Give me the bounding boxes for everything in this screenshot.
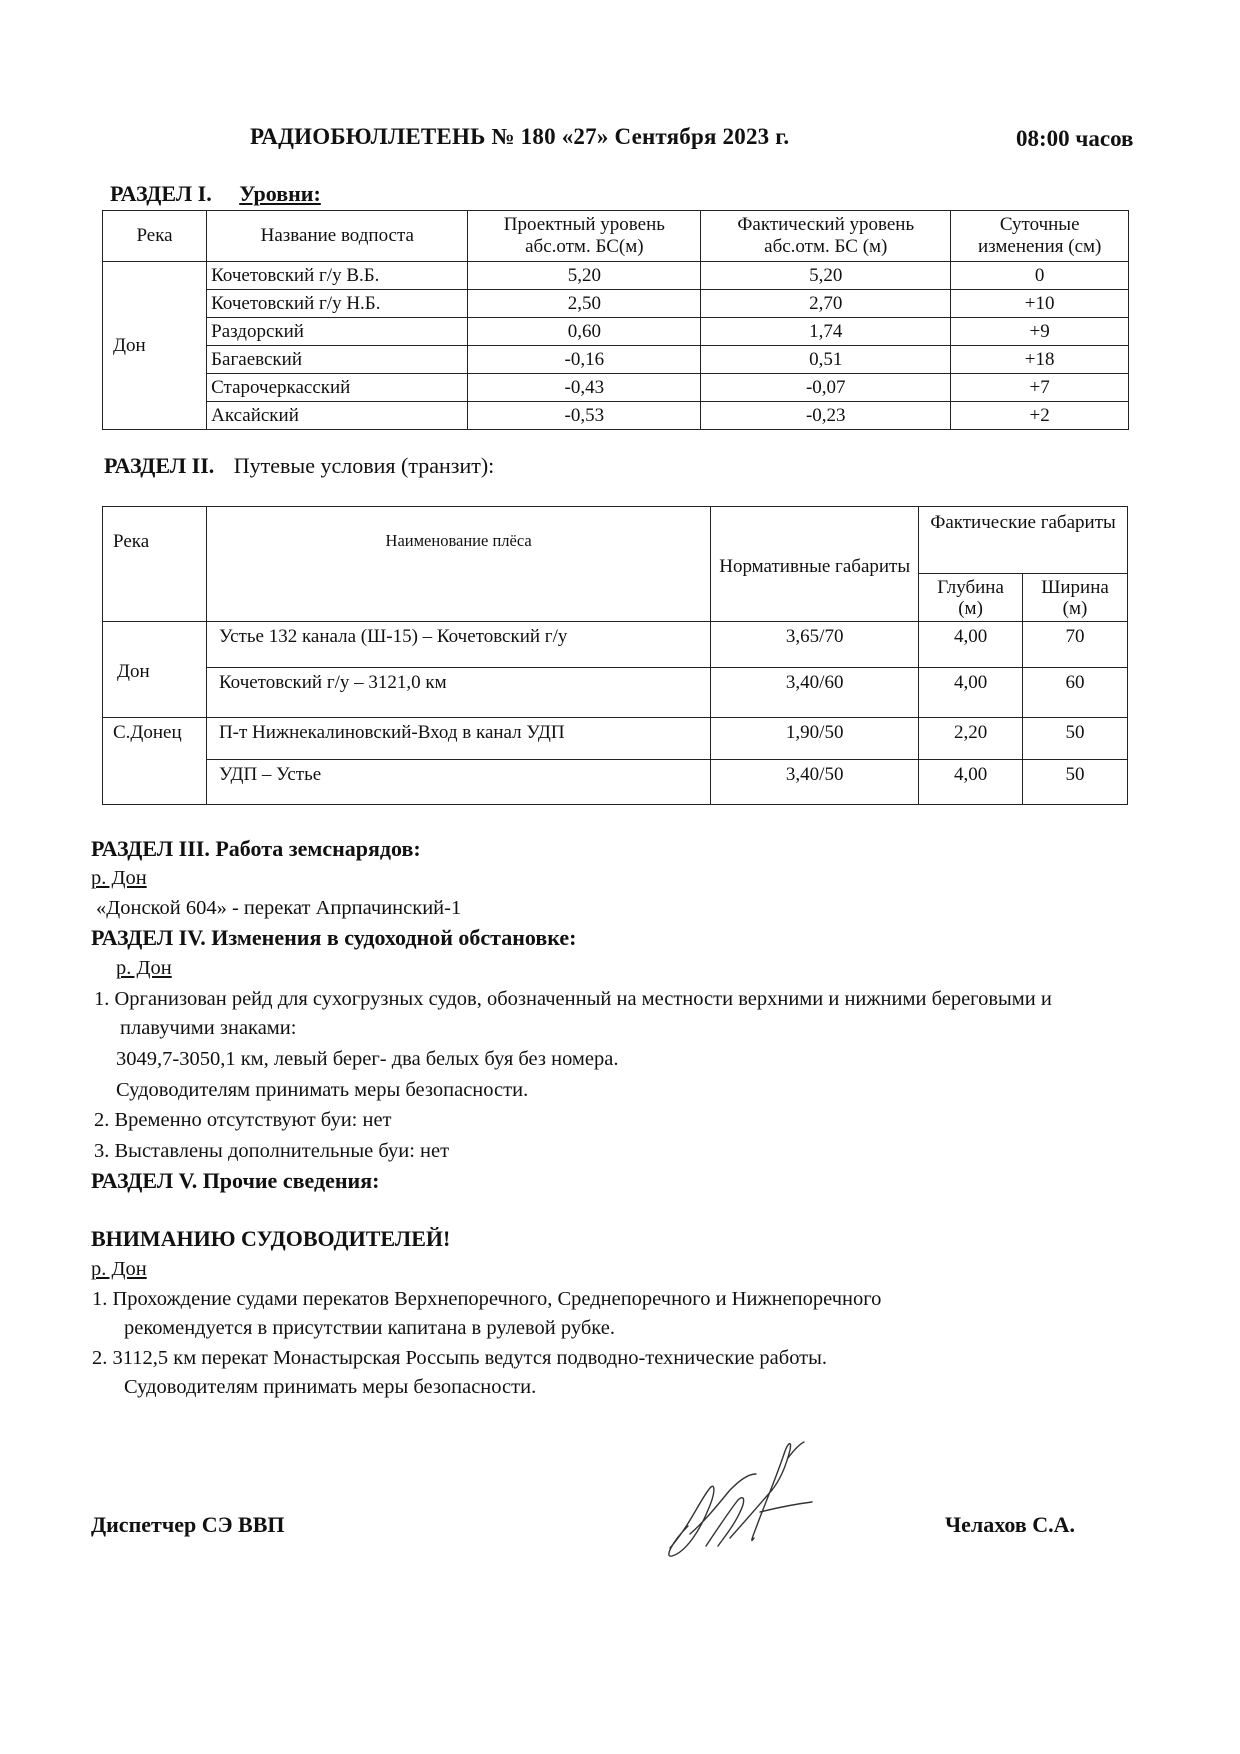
- reach-cell: Устье 132 канала (Ш-15) – Кочетовский г/у: [206, 622, 710, 668]
- section4-item1-line2: плавучими знаками:: [120, 1017, 297, 1039]
- river-cell: Дон: [103, 622, 207, 718]
- section1-label: РАЗДЕЛ I.: [110, 181, 212, 206]
- section1-title: Уровни:: [239, 181, 321, 206]
- attention-item1-line2: рекомендуется в присутствии капитана в рулевой рубке.: [124, 1317, 615, 1339]
- table-row: [103, 760, 1128, 805]
- table-row: [103, 402, 1129, 430]
- table-row: [103, 290, 1129, 318]
- change-cell: +7: [951, 374, 1129, 402]
- signature-icon: [660, 1430, 860, 1580]
- post-cell: Багаевский: [207, 346, 468, 374]
- col-river: Река: [103, 211, 207, 262]
- col-actual: Фактические габариты: [919, 507, 1128, 574]
- change-cell: +18: [951, 346, 1129, 374]
- attention-river: р. Дон: [91, 1258, 147, 1280]
- norm-cell: 3,65/70: [711, 622, 919, 668]
- dispatcher-position: Диспетчер СЭ ВВП: [91, 1512, 285, 1537]
- col-post: Название водпоста: [207, 211, 468, 262]
- col-actual-level: Фактический уровень абс.отм. БС (м): [701, 211, 951, 262]
- bulletin-time: 08:00 часов: [1016, 126, 1134, 151]
- table-row: [103, 318, 1129, 346]
- reach-cell: УДП – Устье: [206, 760, 710, 805]
- section4-item1-line3: 3049,7-3050,1 км, левый берег- два белых буя без номера.: [116, 1048, 619, 1070]
- section3-title: РАЗДЕЛ III. Работа земснарядов:: [91, 836, 421, 861]
- col-daily-change: Суточные изменения (см): [951, 211, 1129, 262]
- river-cell: Дон: [103, 262, 207, 430]
- post-cell: Кочетовский г/у Н.Б.: [207, 290, 468, 318]
- depth-cell: 4,00: [919, 760, 1023, 805]
- width-cell: 60: [1023, 668, 1128, 718]
- actual-cell: 5,20: [701, 262, 951, 290]
- table-row: [103, 718, 1128, 760]
- change-cell: 0: [951, 262, 1129, 290]
- depth-cell: 2,20: [919, 718, 1023, 760]
- section4-item3: 3. Выставлены дополнительные буи: нет: [94, 1140, 450, 1162]
- actual-cell: 0,51: [701, 346, 951, 374]
- section3-river: р. Дон: [91, 867, 147, 889]
- col-norm: Нормативные габариты: [711, 507, 919, 622]
- section4-river: р. Дон: [116, 957, 172, 979]
- width-cell: 50: [1023, 760, 1128, 805]
- post-cell: Старочеркасский: [207, 374, 468, 402]
- table-row: [103, 262, 1129, 290]
- actual-cell: -0,23: [701, 402, 951, 430]
- attention-title: ВНИМАНИЮ СУДОВОДИТЕЛЕЙ!: [91, 1226, 451, 1251]
- depth-cell: 4,00: [919, 668, 1023, 718]
- table-row: [103, 346, 1129, 374]
- norm-cell: 3,40/50: [711, 760, 919, 805]
- col-reach: Наименование плёса: [206, 507, 710, 622]
- section4-item1-line4: Судоводителям принимать меры безопасности.: [116, 1079, 529, 1101]
- design-cell: 2,50: [468, 290, 701, 318]
- col-depth: Глубина (м): [919, 574, 1023, 622]
- change-cell: +10: [951, 290, 1129, 318]
- col-river: Река: [103, 507, 207, 622]
- depth-cell: 4,00: [919, 622, 1023, 668]
- actual-cell: 1,74: [701, 318, 951, 346]
- design-cell: -0,16: [468, 346, 701, 374]
- table-row: [103, 668, 1128, 718]
- section2-title: Путевые условия (транзит):: [233, 453, 495, 478]
- col-design-level: Проектный уровень абс.отм. БС(м): [468, 211, 701, 262]
- reach-cell: П-т Нижнекалиновский-Вход в канал УДП: [206, 718, 710, 760]
- design-cell: 0,60: [468, 318, 701, 346]
- transit-table: [102, 506, 1128, 805]
- section3-item: «Донской 604» - перекат Апрпачинский-1: [96, 897, 462, 919]
- attention-item1-line1: 1. Прохождение судами перекатов Верхнепоречного, Среднепоречного и Нижнепоречного: [92, 1288, 882, 1310]
- transit-header-row: [103, 507, 1128, 574]
- post-cell: Раздорский: [207, 318, 468, 346]
- actual-cell: -0,07: [701, 374, 951, 402]
- section1-heading: [110, 181, 321, 207]
- levels-table-header: [103, 211, 1129, 262]
- section4-item1-line1: 1. Организован рейд для сухогрузных судов, обозначенный на местности верхними и нижними береговыми и: [94, 988, 1052, 1010]
- post-cell: Кочетовский г/у В.Б.: [207, 262, 468, 290]
- dispatcher-name: Челахов С.А.: [945, 1512, 1076, 1537]
- width-cell: 50: [1023, 718, 1128, 760]
- bulletin-title: РАДИОБЮЛЛЕТЕНЬ № 180 «27» Сентября 2023 г.: [250, 124, 790, 149]
- section2-label: РАЗДЕЛ II.: [104, 453, 215, 478]
- col-width: Ширина (м): [1023, 574, 1128, 622]
- actual-cell: 2,70: [701, 290, 951, 318]
- table-row: [103, 622, 1128, 668]
- river-cell: С.Донец: [103, 718, 207, 805]
- attention-item2-line1: 2. 3112,5 км перекат Монастырская Россыпь ведутся подводно-технические работы.: [92, 1347, 828, 1369]
- norm-cell: 3,40/60: [711, 668, 919, 718]
- attention-item2-line2: Судоводителям принимать меры безопасности.: [124, 1376, 537, 1398]
- design-cell: -0,43: [468, 374, 701, 402]
- section2-heading: [104, 453, 494, 479]
- section5-title: РАЗДЕЛ V. Прочие сведения:: [91, 1168, 380, 1193]
- reach-cell: Кочетовский г/у – 3121,0 км: [206, 668, 710, 718]
- section4-item2: 2. Временно отсутствуют буи: нет: [94, 1109, 392, 1131]
- post-cell: Аксайский: [207, 402, 468, 430]
- design-cell: 5,20: [468, 262, 701, 290]
- table-row: [103, 374, 1129, 402]
- section4-title: РАЗДЕЛ IV. Изменения в судоходной обстановке:: [91, 925, 577, 950]
- width-cell: 70: [1023, 622, 1128, 668]
- change-cell: +2: [951, 402, 1129, 430]
- design-cell: -0,53: [468, 402, 701, 430]
- norm-cell: 1,90/50: [711, 718, 919, 760]
- levels-table: [102, 210, 1129, 430]
- change-cell: +9: [951, 318, 1129, 346]
